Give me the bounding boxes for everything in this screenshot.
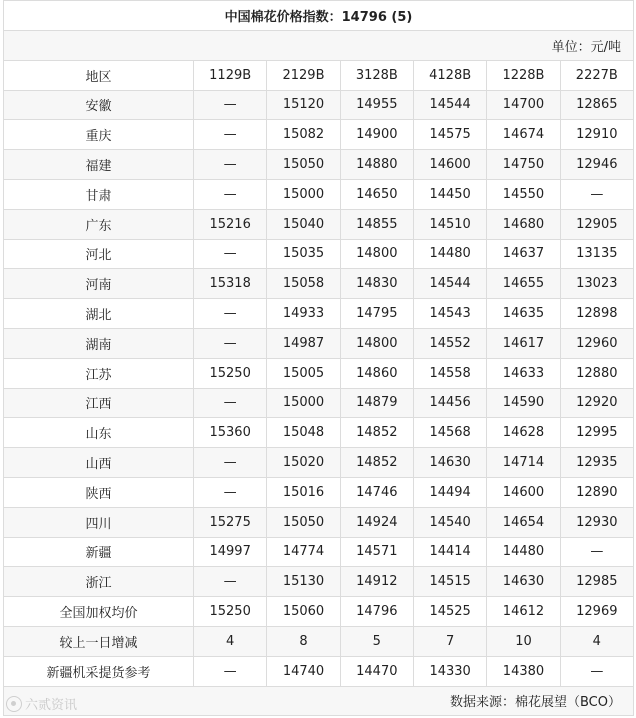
price-cell: 15000 [267,388,340,418]
watermark-text: 六贰资讯 [25,698,78,713]
price-cell: — [194,656,267,686]
price-cell: 14655 [487,269,560,299]
price-cell: 14795 [340,299,413,329]
price-cell: 7 [413,626,486,656]
price-cell: 12969 [560,597,633,627]
price-cell: 14880 [340,150,413,180]
price-cell: 13023 [560,269,633,299]
price-cell: — [560,179,633,209]
price-cell: 14855 [340,209,413,239]
price-cell: 14955 [340,90,413,120]
price-cell: 14600 [487,477,560,507]
table-row [4,448,634,478]
price-cell: 15058 [267,269,340,299]
price-cell: 15120 [267,90,340,120]
price-cell: 15360 [194,418,267,448]
price-cell: 15060 [267,597,340,627]
price-cell: 13135 [560,239,633,269]
region-cell: 河北 [4,239,194,269]
data-source: 数据来源：棉花展望（BCO） [4,686,634,716]
price-cell: 14633 [487,358,560,388]
price-cell: 14774 [267,537,340,567]
price-cell: 14637 [487,239,560,269]
price-cell: 14680 [487,209,560,239]
price-cell: — [194,388,267,418]
price-cell: — [194,120,267,150]
region-cell: 广东 [4,209,194,239]
table-body [4,1,634,716]
price-cell: 14630 [487,567,560,597]
price-cell: 14525 [413,597,486,627]
table-row [4,507,634,537]
region-cell: 较上一日增减 [4,626,194,656]
price-cell: 14552 [413,328,486,358]
price-cell: 12985 [560,567,633,597]
region-cell: 山东 [4,418,194,448]
column-header: 2129B [267,60,340,90]
unit-row [4,31,634,61]
price-cell: 14674 [487,120,560,150]
table-row [4,597,634,627]
price-cell: 14540 [413,507,486,537]
table-row [4,388,634,418]
price-cell: 14600 [413,150,486,180]
column-header: 1228B [487,60,560,90]
price-cell: 14900 [340,120,413,150]
table-row [4,90,634,120]
source-row [4,686,634,716]
price-cell: 15318 [194,269,267,299]
column-header: 1129B [194,60,267,90]
price-cell: 4 [560,626,633,656]
price-cell: 14635 [487,299,560,329]
region-cell: 湖北 [4,299,194,329]
table-title: 中国棉花价格指数：14796 (5) [4,1,634,31]
price-cell: 14987 [267,328,340,358]
price-cell: 14456 [413,388,486,418]
price-cell: 8 [267,626,340,656]
price-cell: 15130 [267,567,340,597]
price-cell: — [194,328,267,358]
region-cell: 四川 [4,507,194,537]
price-cell: 14380 [487,656,560,686]
price-cell: — [194,90,267,120]
price-cell: 15035 [267,239,340,269]
region-cell: 河南 [4,269,194,299]
price-cell: 14558 [413,358,486,388]
price-cell: 15250 [194,358,267,388]
region-cell: 福建 [4,150,194,180]
price-cell: 14700 [487,90,560,120]
price-cell: 14830 [340,269,413,299]
price-cell: — [194,179,267,209]
region-cell: 全国加权均价 [4,597,194,627]
table-title-row [4,1,634,31]
price-cell: 12920 [560,388,633,418]
price-cell: 14800 [340,328,413,358]
price-cell: 14879 [340,388,413,418]
price-cell: 15050 [267,507,340,537]
price-cell: 14860 [340,358,413,388]
price-cell: 14740 [267,656,340,686]
unit-label: 单位：元/吨 [4,31,634,61]
price-cell: 14630 [413,448,486,478]
price-cell: 14750 [487,150,560,180]
price-cell: 14852 [340,418,413,448]
price-cell: 14650 [340,179,413,209]
price-cell: 14510 [413,209,486,239]
price-cell: 14571 [340,537,413,567]
price-cell: 14590 [487,388,560,418]
price-cell: 12865 [560,90,633,120]
table-row [4,418,634,448]
price-cell: 14470 [340,656,413,686]
price-cell: — [194,567,267,597]
price-cell: 12946 [560,150,633,180]
price-cell: — [560,537,633,567]
table-row [4,537,634,567]
price-cell: 10 [487,626,560,656]
price-cell: 14997 [194,537,267,567]
price-cell: — [560,656,633,686]
price-cell: 15020 [267,448,340,478]
price-cell: 14480 [413,239,486,269]
region-cell: 山西 [4,448,194,478]
price-cell: 15275 [194,507,267,537]
price-cell: 12910 [560,120,633,150]
price-cell: 12960 [560,328,633,358]
table-row [4,179,634,209]
table-row [4,567,634,597]
table-row [4,299,634,329]
region-cell: 江苏 [4,358,194,388]
price-cell: 14544 [413,90,486,120]
table-row [4,328,634,358]
region-cell: 新疆 [4,537,194,567]
price-cell: 15040 [267,209,340,239]
region-cell: 陕西 [4,477,194,507]
price-cell: 14852 [340,448,413,478]
price-cell: 12890 [560,477,633,507]
price-cell: 14924 [340,507,413,537]
price-cell: — [194,150,267,180]
price-cell: 15250 [194,597,267,627]
price-cell: 12935 [560,448,633,478]
price-cell: 14543 [413,299,486,329]
price-cell: 12930 [560,507,633,537]
column-header: 地区 [4,60,194,90]
column-header: 2227B [560,60,633,90]
price-cell: 14515 [413,567,486,597]
price-cell: 14568 [413,418,486,448]
column-header: 3128B [340,60,413,90]
price-cell: 12905 [560,209,633,239]
price-cell: — [194,299,267,329]
price-cell: 15048 [267,418,340,448]
table-row [4,477,634,507]
price-cell: 14796 [340,597,413,627]
region-cell: 新疆机采提货参考 [4,656,194,686]
price-cell: 15050 [267,150,340,180]
price-cell: 14612 [487,597,560,627]
price-cell: 12898 [560,299,633,329]
price-cell: 14617 [487,328,560,358]
price-cell: — [194,239,267,269]
price-cell: 15016 [267,477,340,507]
region-cell: 湖南 [4,328,194,358]
header-row [4,60,634,90]
price-cell: 15216 [194,209,267,239]
table-row [4,150,634,180]
price-cell: 14450 [413,179,486,209]
table-row [4,269,634,299]
column-header: 4128B [413,60,486,90]
price-cell: 14654 [487,507,560,537]
price-cell: 12880 [560,358,633,388]
table-row [4,656,634,686]
price-cell: 4 [194,626,267,656]
region-cell: 甘肃 [4,179,194,209]
price-cell: 14628 [487,418,560,448]
price-cell: 14575 [413,120,486,150]
price-cell: 14330 [413,656,486,686]
region-cell: 安徽 [4,90,194,120]
price-cell: 14714 [487,448,560,478]
region-cell: 浙江 [4,567,194,597]
table-row [4,209,634,239]
price-cell: 14414 [413,537,486,567]
table-row [4,358,634,388]
price-cell: 14494 [413,477,486,507]
table-row [4,239,634,269]
price-cell: 15005 [267,358,340,388]
region-cell: 江西 [4,388,194,418]
price-cell: 15082 [267,120,340,150]
price-cell: 14544 [413,269,486,299]
table-row [4,120,634,150]
price-cell: 14746 [340,477,413,507]
price-cell: 14933 [267,299,340,329]
price-cell: 14912 [340,567,413,597]
price-cell: 14800 [340,239,413,269]
region-cell: 重庆 [4,120,194,150]
price-cell: 12995 [560,418,633,448]
cotton-price-table [3,0,634,716]
table-row [4,626,634,656]
price-cell: 15000 [267,179,340,209]
watermark-logo-icon [6,696,22,712]
price-cell: 5 [340,626,413,656]
watermark [6,694,77,713]
price-cell: 14480 [487,537,560,567]
price-cell: 14550 [487,179,560,209]
price-cell: — [194,477,267,507]
price-cell: — [194,448,267,478]
